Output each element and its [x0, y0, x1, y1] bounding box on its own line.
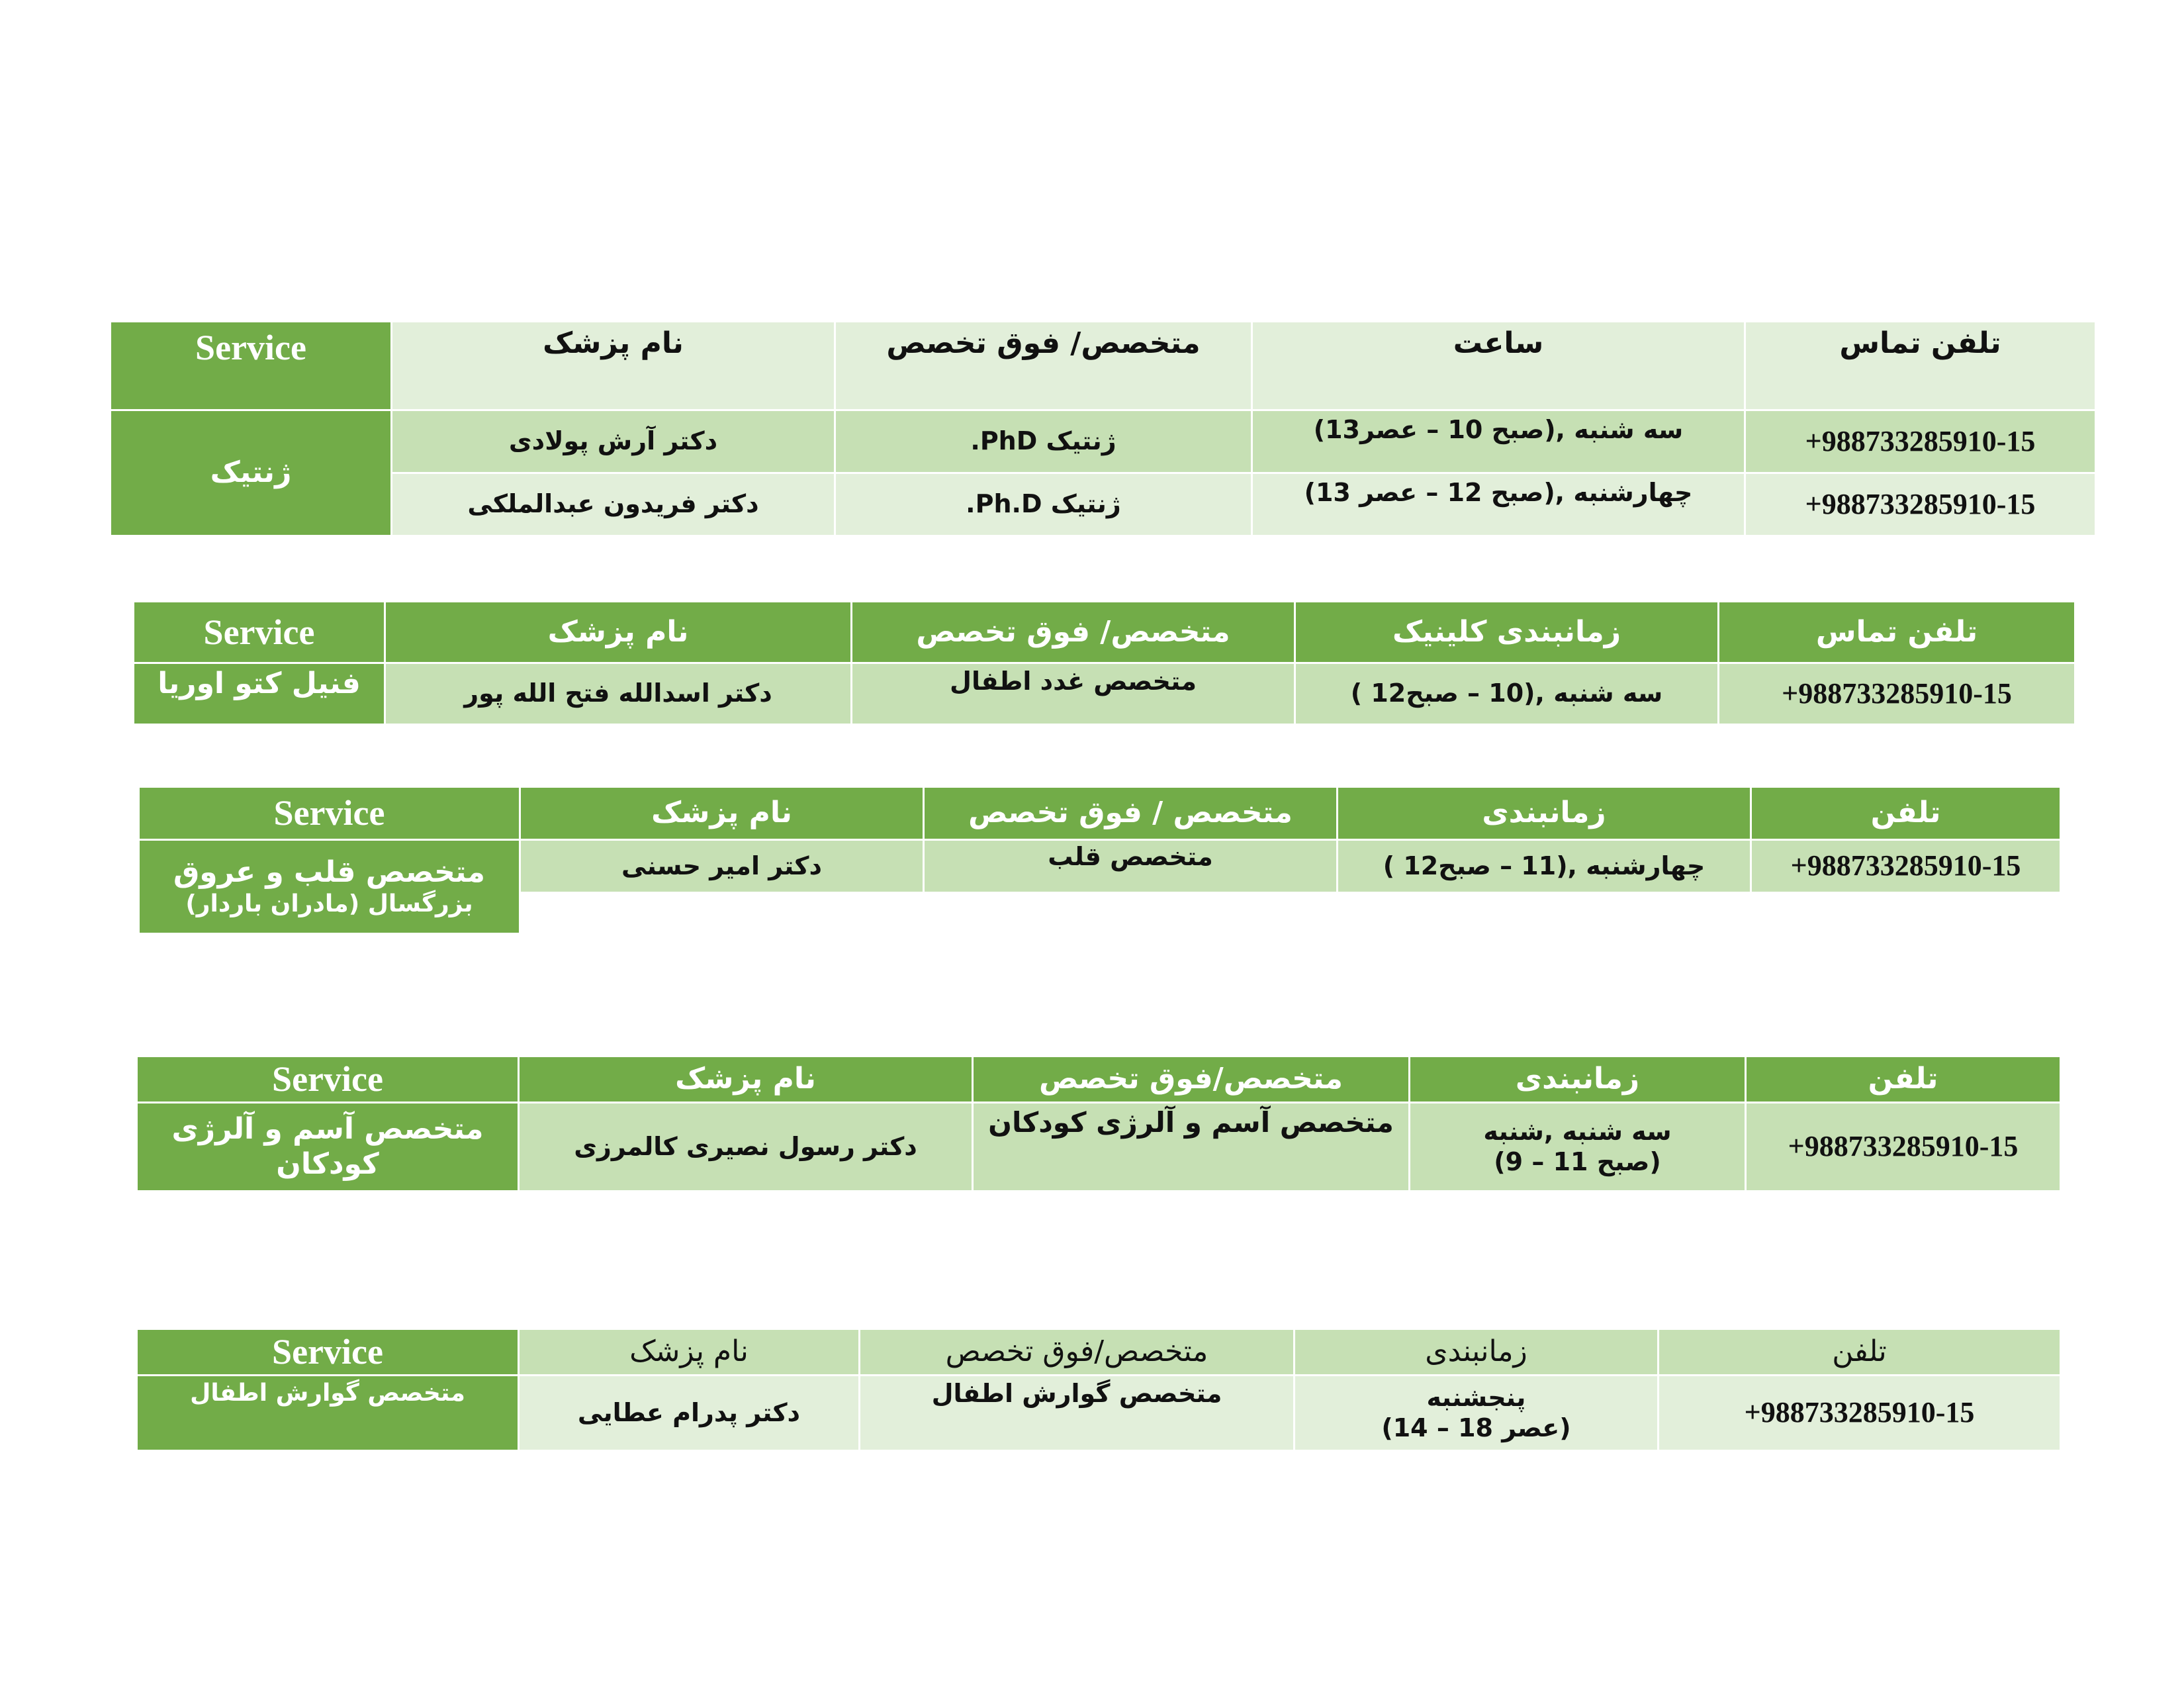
service-subtitle: کودکان: [276, 1147, 379, 1181]
table-row: [139, 840, 2061, 893]
doctor-header: نام پزشک: [392, 322, 835, 410]
phone-cell: +988733285910-15: [1745, 410, 2096, 473]
service-title: متخصص آسم و آلرژی: [171, 1111, 484, 1146]
cardiology-table: [138, 786, 2062, 935]
phone-header: تلفن تماس: [1719, 602, 2075, 663]
doctor-header: نام پزشک: [519, 1056, 973, 1103]
schedule-cell: [1410, 1103, 1746, 1192]
gastro-table: [136, 1328, 2062, 1452]
doctor-cell: دکتر رسول نصیری کالمرزی: [519, 1103, 973, 1192]
phone-cell: +988733285910-15: [1746, 1103, 2061, 1192]
specialty-header: متخصص/فوق تخصص: [973, 1056, 1410, 1103]
schedule-header: ساعت: [1252, 322, 1745, 410]
phone-header: تلفن: [1751, 787, 2061, 840]
phone-cell: +988733285910-15: [1659, 1376, 2061, 1451]
service-cell: ژنتیک: [111, 410, 392, 536]
schedule-header: زمانبندی: [1338, 787, 1751, 840]
pku-table: [132, 600, 2076, 726]
schedule-cell: چهارشنبه ,(11 – صبح12 ): [1338, 840, 1751, 893]
service-title: متخصص قلب و عروق: [173, 855, 486, 889]
doctor-cell: دکتر آرش پولادی: [392, 410, 835, 473]
doctor-header: نام پزشک: [385, 602, 852, 663]
doctor-header: نام پزشک: [520, 787, 924, 840]
service-cell: [139, 840, 520, 934]
schedule-cell: سه شنبه ,(10 – صبح12 ): [1295, 663, 1719, 725]
asthma-table: [136, 1055, 2062, 1192]
specialty-header: متخصص/ فوق تخصص: [852, 602, 1295, 663]
phone-header: تلفن: [1659, 1329, 2061, 1376]
table-row: [137, 1376, 2061, 1451]
specialty-header: متخصص / فوق تخصص: [924, 787, 1338, 840]
doctor-cell: دکتر فریدون عبدالملکی: [392, 473, 835, 536]
doctor-cell: دکتر پدرام عطایی: [519, 1376, 860, 1451]
doctor-cell: دکتر اسدالله فتح الله پور: [385, 663, 852, 725]
service-header: Service: [139, 787, 520, 840]
phone-header: تلفن تماس: [1745, 322, 2096, 410]
service-subtitle: بزرگسال (مادران باردار): [185, 890, 473, 918]
specialty-cell: ژنتیک Ph.D.: [835, 473, 1252, 536]
specialty-cell: متخصص گوارش اطفال: [860, 1376, 1295, 1451]
schedule-cell: [1295, 1376, 1659, 1451]
specialty-cell: متخصص غدد اطفال: [852, 663, 1295, 725]
service-cell: فنیل کتو اوریا: [134, 663, 385, 725]
phone-header: تلفن: [1746, 1056, 2061, 1103]
service-header: Service: [134, 602, 385, 663]
schedule-hours: (عصر 18 – 14): [1381, 1413, 1571, 1442]
schedule-cell: سه شنبه ,(صبح 10 – عصر13): [1252, 410, 1745, 473]
table-row: [134, 663, 2075, 725]
table-row: [111, 410, 2096, 473]
specialty-cell: ژنتیک PhD.: [835, 410, 1252, 473]
specialty-cell: متخصص قلب: [924, 840, 1338, 893]
schedule-header: زمانبندی کلینیک: [1295, 602, 1719, 663]
phone-cell: +988733285910-15: [1719, 663, 2075, 725]
schedule-days: سه شنبه ,شنبه: [1483, 1116, 1672, 1146]
table-row: [111, 473, 2096, 536]
schedule-days: پنجشنبه: [1426, 1382, 1526, 1412]
genetics-table: [109, 320, 2097, 537]
specialty-header: متخصص/ فوق تخصص: [835, 322, 1252, 410]
schedule-cell: چهارشنبه ,(صبح 12 – عصر 13): [1252, 473, 1745, 536]
phone-cell: +988733285910-15: [1751, 840, 2061, 893]
service-cell: متخصص گوارش اطفال: [137, 1376, 519, 1451]
doctor-header: نام پزشک: [519, 1329, 860, 1376]
table-row: [137, 1103, 2061, 1192]
empty-area: [520, 893, 2061, 934]
schedule-header: زمانبندی: [1410, 1056, 1746, 1103]
specialty-cell: متخصص آسم و آلرژی کودکان: [973, 1103, 1410, 1192]
schedule-hours: (صبح 11 – 9): [1494, 1147, 1661, 1176]
doctor-cell: دکتر امیر حسنی: [520, 840, 924, 893]
phone-cell: +988733285910-15: [1745, 473, 2096, 536]
schedule-header: زمانبندی: [1295, 1329, 1659, 1376]
service-header: Service: [137, 1056, 519, 1103]
service-header: Service: [111, 322, 392, 410]
service-header: Service: [137, 1329, 519, 1376]
specialty-header: متخصص/فوق تخصص: [860, 1329, 1295, 1376]
service-cell: [137, 1103, 519, 1192]
